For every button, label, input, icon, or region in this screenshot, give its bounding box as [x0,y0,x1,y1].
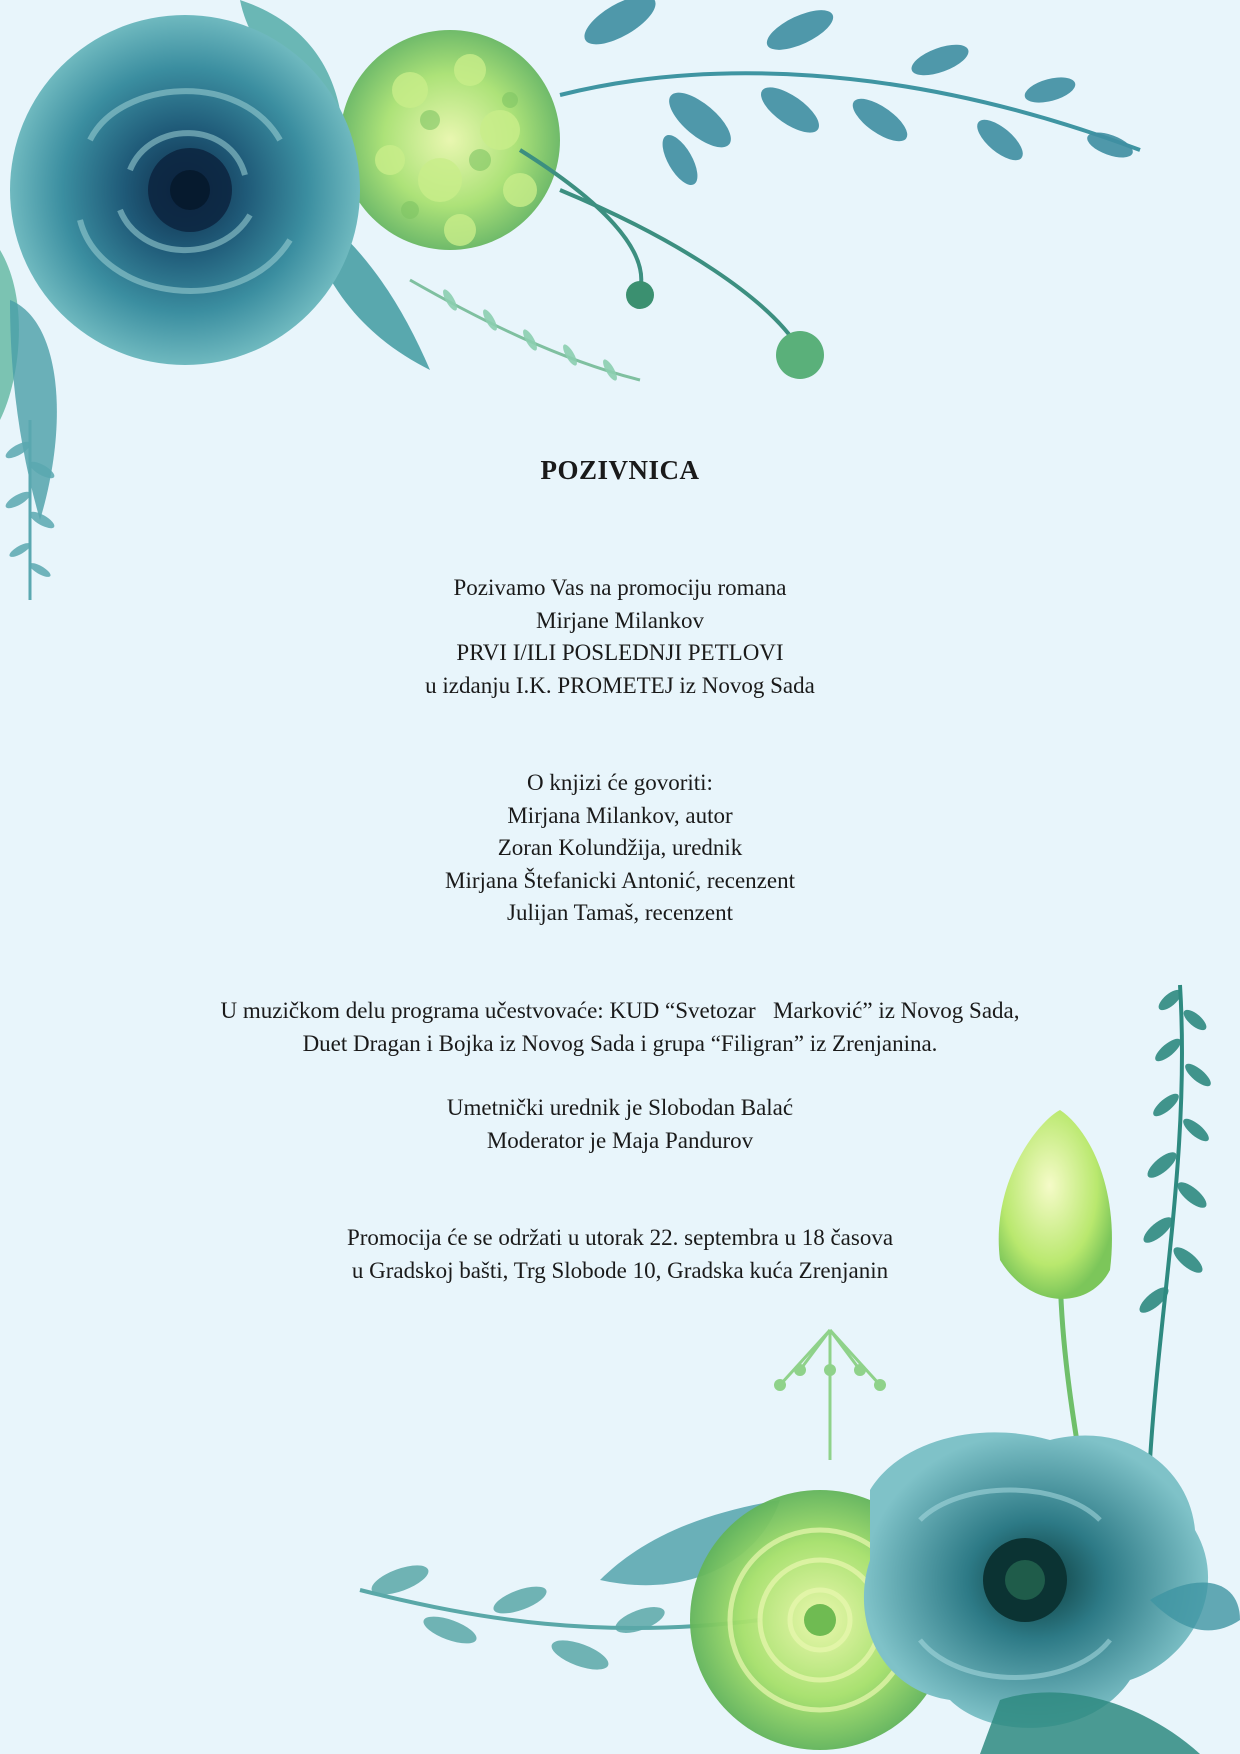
music-line: U muzičkom delu programa učestvovaće: KUD “Svetozar Marković” iz Novog Sada, [220,998,1020,1023]
event-paragraph [0,1222,1240,1287]
editors-line: Moderator je Maja Pandurov [486,1127,754,1153]
speakers-line: O knjizi će govoriti: [527,770,713,795]
music-line: Duet Dragan i Bojka iz Novog Sada i grupa “Filigran” iz Zrenjanina. [302,1030,938,1056]
event-line: u Gradskoj bašti, Trg Slobode 10, Gradska kuća Zrenjanin [351,1257,889,1283]
speakers-line: Julijan Tamaš, recenzent [507,900,733,925]
editors-paragraph [0,1092,1240,1157]
speakers-line: Mirjana Štefanicki Antonić, recenzent [445,867,795,893]
document-title: POZIVNICA [540,455,700,485]
intro-line: Mirjane Milankov [536,607,704,633]
speakers-line: Zoran Kolundžija, urednik [497,835,743,860]
speakers-line: Mirjana Milankov, autor [507,802,733,828]
speakers-paragraph [0,767,1240,930]
event-line: Promocija će se održati u utorak 22. septembra u 18 časova [346,1225,894,1250]
intro-line: u izdanju I.K. PROMETEJ iz Novog Sada [425,672,815,698]
intro-line: PRVI I/ILI POSLEDNJI PETLOVI [456,640,784,665]
intro-line: Pozivamo Vas na promociju romana [453,575,787,600]
editors-line: Umetnički urednik je Slobodan Balać [446,1095,794,1120]
intro-paragraph [0,572,1240,702]
music-paragraph [0,995,1240,1060]
